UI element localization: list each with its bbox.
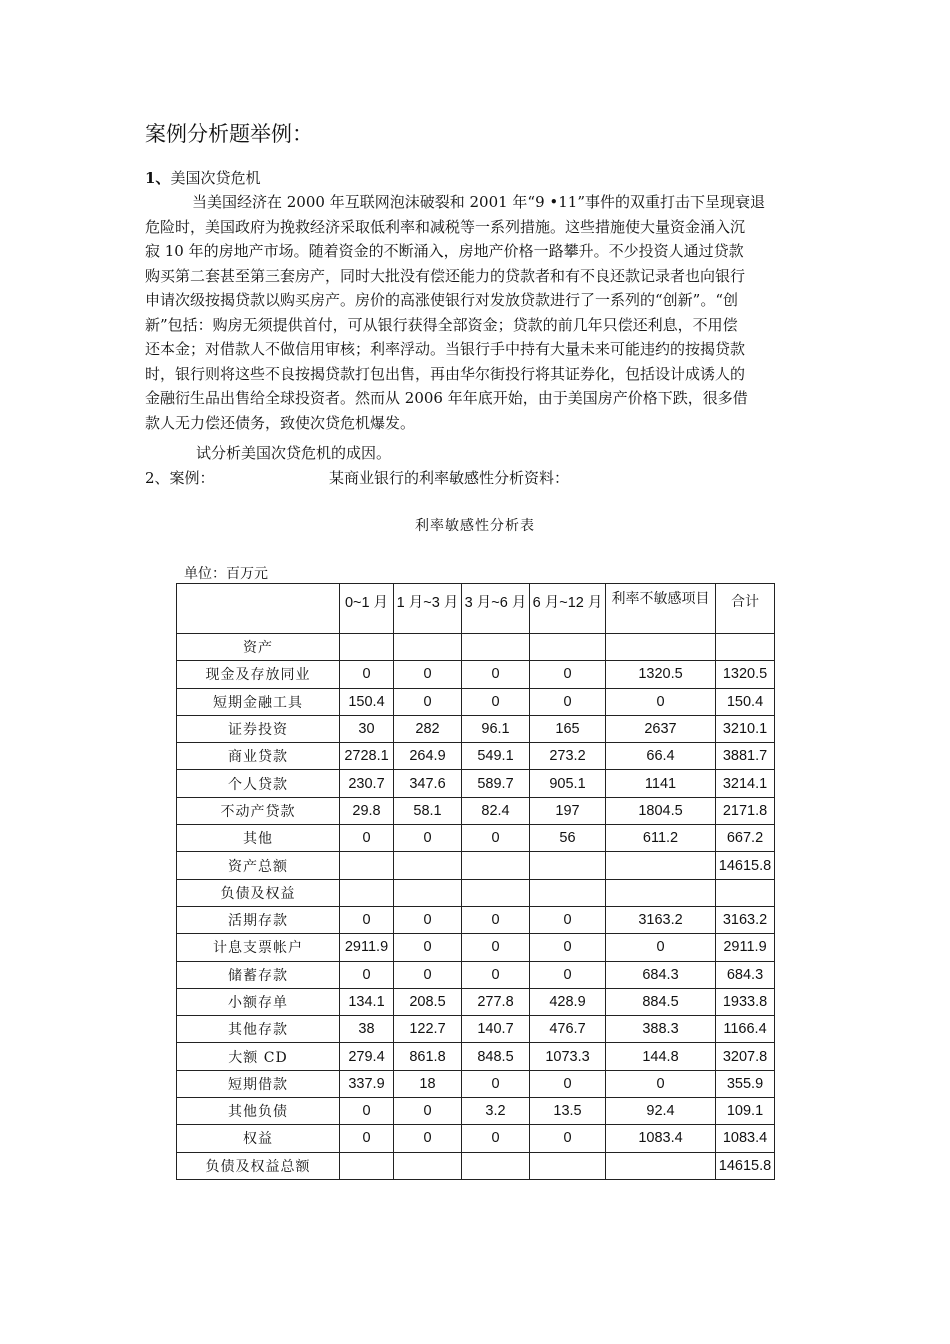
- table-row-label: 证券投资: [177, 715, 340, 742]
- table-cell: 884.5: [606, 988, 716, 1015]
- table-cell: 230.7: [340, 770, 394, 797]
- table-cell: 0: [606, 688, 716, 715]
- table-cell: [340, 879, 394, 906]
- table-cell: 0: [340, 1098, 394, 1125]
- table-cell: 589.7: [462, 770, 530, 797]
- table-cell: 0: [340, 906, 394, 933]
- table-cell: 1083.4: [606, 1125, 716, 1152]
- table-cell: 355.9: [716, 1070, 775, 1097]
- table-cell: [530, 634, 606, 661]
- table-cell: 273.2: [530, 743, 606, 770]
- table-cell: 282: [394, 715, 462, 742]
- table-cell: 1320.5: [716, 661, 775, 688]
- table-cell: 165: [530, 715, 606, 742]
- table-cell: 0: [530, 934, 606, 961]
- table-cell: 2911.9: [340, 934, 394, 961]
- table-cell: 18: [394, 1070, 462, 1097]
- table-cell: [340, 852, 394, 879]
- table-cell: [462, 852, 530, 879]
- table-cell: 2911.9: [716, 934, 775, 961]
- table-cell: 684.3: [716, 961, 775, 988]
- table-cell: 549.1: [462, 743, 530, 770]
- table-cell: 208.5: [394, 988, 462, 1015]
- table-row-label: 小额存单: [177, 988, 340, 1015]
- table-cell: 1166.4: [716, 1016, 775, 1043]
- table-row-label: 权益: [177, 1125, 340, 1152]
- table-cell: 0: [462, 1125, 530, 1152]
- table-row-label: 商业贷款: [177, 743, 340, 770]
- page-title: 案例分析题举例：: [145, 122, 313, 146]
- table-cell: 3881.7: [716, 743, 775, 770]
- section-1-paragraph: [145, 190, 808, 435]
- section-2-subheading: 某商业银行的利率敏感性分析资料：: [329, 469, 570, 487]
- table-cell: 684.3: [606, 961, 716, 988]
- table-cell: 861.8: [394, 1043, 462, 1070]
- table-row-label: 短期借款: [177, 1070, 340, 1097]
- table-cell: [716, 634, 775, 661]
- table-cell: [394, 879, 462, 906]
- table-row: [177, 1070, 775, 1097]
- table-row: [177, 634, 775, 661]
- table-unit: 单位：百万元: [184, 566, 268, 582]
- paragraph-line: 当美国经济在 2000 年互联网泡沫破裂和 2001 年“9 •11”事件的双重打击下呈现衰退: [192, 193, 766, 211]
- table-row-label: 活期存款: [177, 906, 340, 933]
- table-cell: [606, 1152, 716, 1179]
- table-row: [177, 852, 775, 879]
- table-cell: 2637: [606, 715, 716, 742]
- table-cell: 0: [462, 934, 530, 961]
- table-cell: 0: [462, 661, 530, 688]
- table-cell: [462, 634, 530, 661]
- table-cell: [462, 879, 530, 906]
- table-header-cell: 6 月~12 月: [530, 584, 606, 634]
- table-cell: 3163.2: [606, 906, 716, 933]
- table-row: [177, 1125, 775, 1152]
- table-row-label: 短期金融工具: [177, 688, 340, 715]
- section-1-heading: [145, 167, 260, 188]
- table-cell: 0: [530, 1070, 606, 1097]
- table-cell: 905.1: [530, 770, 606, 797]
- table-row-label: 现金及存放同业: [177, 661, 340, 688]
- table-row: [177, 1016, 775, 1043]
- table-row: [177, 906, 775, 933]
- table-cell: 0: [530, 906, 606, 933]
- table-row-label: 储蓄存款: [177, 961, 340, 988]
- table-row-label: 其他: [177, 825, 340, 852]
- table-cell: 150.4: [716, 688, 775, 715]
- table-cell: 3207.8: [716, 1043, 775, 1070]
- table-cell: 66.4: [606, 743, 716, 770]
- table-cell: [530, 879, 606, 906]
- table-cell: [606, 852, 716, 879]
- table-cell: 56: [530, 825, 606, 852]
- table-row: [177, 1098, 775, 1125]
- paragraph-line: 寂 10 年的房地产市场。随着资金的不断涌入，房地产价格一路攀升。不少投资人通过贷款: [145, 242, 744, 260]
- table-cell: 150.4: [340, 688, 394, 715]
- table-cell: 337.9: [340, 1070, 394, 1097]
- section-2-heading: 2、案例：: [145, 469, 215, 487]
- table-cell: 347.6: [394, 770, 462, 797]
- table-cell: [606, 879, 716, 906]
- table-cell: 0: [462, 906, 530, 933]
- rate-sensitivity-table: [176, 583, 775, 1180]
- table-cell: 58.1: [394, 797, 462, 824]
- table-row-label: 不动产贷款: [177, 797, 340, 824]
- table-cell: 0: [394, 1098, 462, 1125]
- table-row: [177, 961, 775, 988]
- table-row-label: 其他存款: [177, 1016, 340, 1043]
- table-row: [177, 934, 775, 961]
- table-cell: 29.8: [340, 797, 394, 824]
- table-cell: [340, 634, 394, 661]
- table-row-label: 个人贷款: [177, 770, 340, 797]
- table-cell: 0: [394, 1125, 462, 1152]
- section-1-title: 美国次贷危机: [170, 169, 261, 187]
- table-cell: 0: [530, 661, 606, 688]
- table-header-cell: 0~1 月: [340, 584, 394, 634]
- table-cell: 0: [340, 825, 394, 852]
- table-cell: 0: [462, 825, 530, 852]
- table-cell: [394, 852, 462, 879]
- paragraph-line: 时，银行则将这些不良按揭贷款打包出售，再由华尔街投行将其证券化，包括设计成诱人的: [145, 364, 746, 383]
- table-cell: 0: [530, 688, 606, 715]
- table-cell: 0: [394, 934, 462, 961]
- table-cell: 0: [340, 1125, 394, 1152]
- table-row: [177, 715, 775, 742]
- table-header-cell: [177, 584, 340, 634]
- table-header-cell: 合计: [716, 584, 775, 634]
- table-cell: 0: [394, 661, 462, 688]
- table-cell: 3163.2: [716, 906, 775, 933]
- table-row: [177, 1152, 775, 1179]
- table-row-label: 大额 CD: [177, 1043, 340, 1070]
- table-cell: 3214.1: [716, 770, 775, 797]
- table-cell: 0: [340, 961, 394, 988]
- table-cell: 0: [394, 825, 462, 852]
- table-cell: [530, 852, 606, 879]
- table-cell: 848.5: [462, 1043, 530, 1070]
- paragraph-line: 购买第二套甚至第三套房产，同时大批没有偿还能力的贷款者和有不良还款记录者也向银行: [145, 266, 746, 285]
- table-cell: 0: [462, 961, 530, 988]
- table-cell: 0: [462, 688, 530, 715]
- table-cell: 197: [530, 797, 606, 824]
- table-cell: 1933.8: [716, 988, 775, 1015]
- table-row-label: 资产总额: [177, 852, 340, 879]
- table-cell: 0: [606, 934, 716, 961]
- table-cell: 2728.1: [340, 743, 394, 770]
- table-cell: [606, 634, 716, 661]
- table-cell: 1083.4: [716, 1125, 775, 1152]
- table-cell: 264.9: [394, 743, 462, 770]
- table-cell: 0: [394, 961, 462, 988]
- table-cell: 14615.8: [716, 852, 775, 879]
- table-cell: 122.7: [394, 1016, 462, 1043]
- table-cell: 428.9: [530, 988, 606, 1015]
- table-cell: 13.5: [530, 1098, 606, 1125]
- table-row: [177, 988, 775, 1015]
- paragraph-line: 款人无力偿还债务，致使次贷危机爆发。: [145, 413, 416, 432]
- table-cell: [394, 634, 462, 661]
- paragraph-line: 金融衍生品出售给全球投资者。然而从 2006 年年底开始，由于美国房产价格下跌，很多借: [145, 389, 748, 407]
- table-row: [177, 879, 775, 906]
- table-cell: 96.1: [462, 715, 530, 742]
- table-row: [177, 825, 775, 852]
- table-header-cell: 3 月~6 月: [462, 584, 530, 634]
- table-cell: 279.4: [340, 1043, 394, 1070]
- table-cell: 140.7: [462, 1016, 530, 1043]
- table-cell: 0: [394, 688, 462, 715]
- paragraph-line: 新”包括：购房无须提供首付，可从银行获得全部资金；贷款的前几年只偿还利息，不用偿: [145, 315, 738, 334]
- table-cell: 92.4: [606, 1098, 716, 1125]
- table-cell: 30: [340, 715, 394, 742]
- table-cell: 1804.5: [606, 797, 716, 824]
- table-cell: 0: [530, 961, 606, 988]
- table-row: [177, 770, 775, 797]
- section-1-number: 1、: [145, 169, 171, 187]
- table-title: 利率敏感性分析表: [415, 518, 535, 534]
- table-row: [177, 797, 775, 824]
- table-cell: 144.8: [606, 1043, 716, 1070]
- table-cell: 1141: [606, 770, 716, 797]
- table-cell: 3210.1: [716, 715, 775, 742]
- table-row-label: 负债及权益总额: [177, 1152, 340, 1179]
- table-cell: 388.3: [606, 1016, 716, 1043]
- table-cell: 3.2: [462, 1098, 530, 1125]
- paragraph-line: 申请次级按揭贷款以购买房产。房价的高涨使银行对发放贷款进行了一系列的“创新”。“创: [145, 291, 739, 309]
- table-row-label: 计息支票帐户: [177, 934, 340, 961]
- table-cell: 0: [462, 1070, 530, 1097]
- paragraph-line: 还本金；对借款人不做信用审核；利率浮动。当银行手中持有大量未来可能违约的按揭贷款: [145, 340, 746, 358]
- table-cell: 109.1: [716, 1098, 775, 1125]
- table-cell: 82.4: [462, 797, 530, 824]
- table-row: [177, 688, 775, 715]
- table-header-cell: 利率不敏感项目: [606, 584, 716, 634]
- table-cell: 0: [394, 906, 462, 933]
- table-cell: [530, 1152, 606, 1179]
- paragraph-line: 危险时，美国政府为挽救经济采取低利率和减税等一系列措施。这些措施使大量资金涌入沉: [145, 217, 746, 236]
- table-row-label: 其他负债: [177, 1098, 340, 1125]
- table-cell: 611.2: [606, 825, 716, 852]
- table-row: [177, 1043, 775, 1070]
- table-cell: 277.8: [462, 988, 530, 1015]
- table-cell: 1320.5: [606, 661, 716, 688]
- table-cell: 0: [606, 1070, 716, 1097]
- table-cell: [462, 1152, 530, 1179]
- table-cell: 14615.8: [716, 1152, 775, 1179]
- table-row-label: 资产: [177, 634, 340, 661]
- section-1-question: 试分析美国次贷危机的成因。: [196, 444, 392, 462]
- table-row: [177, 661, 775, 688]
- table-cell: 0: [340, 661, 394, 688]
- table-cell: 667.2: [716, 825, 775, 852]
- table-row: [177, 743, 775, 770]
- table-cell: [716, 879, 775, 906]
- table-cell: 0: [530, 1125, 606, 1152]
- table-cell: 38: [340, 1016, 394, 1043]
- table-cell: 476.7: [530, 1016, 606, 1043]
- table-row-label: 负债及权益: [177, 879, 340, 906]
- table-header-row: [177, 584, 775, 634]
- table-cell: 2171.8: [716, 797, 775, 824]
- table-cell: 1073.3: [530, 1043, 606, 1070]
- table-cell: 134.1: [340, 988, 394, 1015]
- table-cell: [340, 1152, 394, 1179]
- table-cell: [394, 1152, 462, 1179]
- table-header-cell: 1 月~3 月: [394, 584, 462, 634]
